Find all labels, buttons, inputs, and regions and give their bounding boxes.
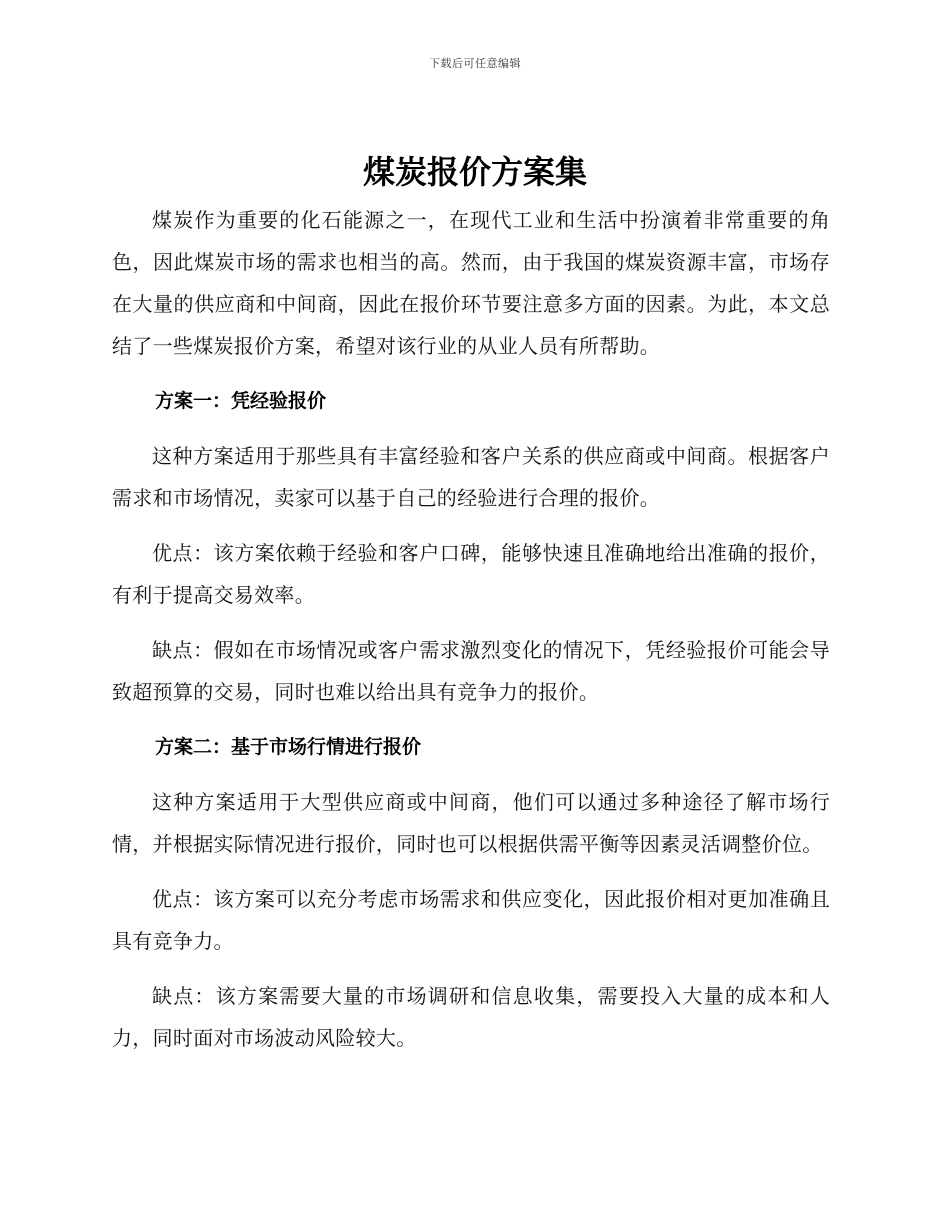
- section-paragraph: 缺点：假如在市场情况或客户需求激烈变化的情况下，凭经验报价可能会导致超预算的交易，同时也难以给出具有竞争力的报价。: [112, 638, 830, 704]
- section-paragraph: 这种方案适用于大型供应商或中间商，他们可以通过多种途径了解市场行情，并根据实际情况进行报价，同时也可以根据供需平衡等因素灵活调整价位。: [112, 790, 830, 856]
- section-paragraph: 优点：该方案可以充分考虑市场需求和供应变化，因此报价相对更加准确且具有竞争力。: [112, 887, 830, 953]
- section-heading: 方案二：基于市场行情进行报价: [155, 736, 422, 758]
- section-heading: 方案一：凭经验报价: [155, 390, 327, 412]
- document-body: [112, 199, 830, 1059]
- section-paragraph: 这种方案适用于那些具有丰富经验和客户关系的供应商或中间商。根据客户需求和市场情况，卖家可以基于自己的经验进行合理的报价。: [112, 444, 830, 510]
- document-title: 煤炭报价方案集: [362, 153, 587, 191]
- section-1: [112, 380, 830, 713]
- header-note: 下载后可任意编辑: [429, 57, 521, 70]
- intro-paragraph: 煤炭作为重要的化石能源之一，在现代工业和生活中扮演着非常重要的角色，因此煤炭市场的需求也相当的高。然而，由于我国的煤炭资源丰富，市场存在大量的供应商和中间商，因此在报价环节要注意多方面的因素。为此，本文总结了一些煤炭报价方案，希望对该行业的从业人员有所帮助。: [112, 208, 830, 358]
- section-paragraph: 缺点：该方案需要大量的市场调研和信息收集，需要投入大量的成本和人力，同时面对市场波动风险较大。: [112, 984, 830, 1050]
- section-2: [112, 726, 830, 1059]
- section-paragraph: 优点：该方案依赖于经验和客户口碑，能够快速且准确地给出准确的报价，有利于提高交易效率。: [112, 541, 830, 607]
